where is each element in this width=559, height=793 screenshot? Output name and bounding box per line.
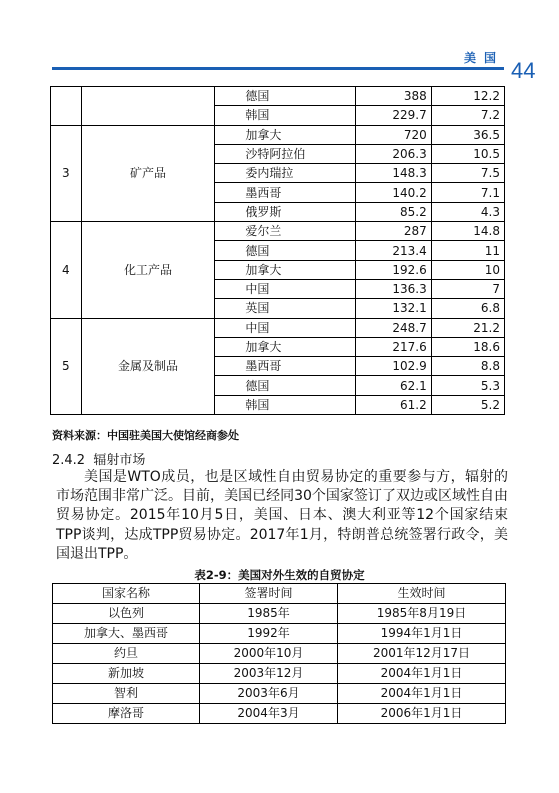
country-cell: 加拿大 <box>215 337 356 356</box>
effective-date-cell: 1994年1月1日 <box>338 624 506 644</box>
effective-date-cell: 2001年12月17日 <box>338 644 506 664</box>
share-cell: 10.5 <box>431 144 504 163</box>
share-cell: 7.5 <box>431 164 504 183</box>
product-cell: 金属及制品 <box>81 318 215 414</box>
share-cell: 36.5 <box>431 125 504 144</box>
country-cell: 摩洛哥 <box>53 704 200 724</box>
signed-date-cell: 2003年6月 <box>200 684 338 704</box>
country-cell: 墨西哥 <box>215 183 356 202</box>
product-cell: 化工产品 <box>81 222 215 318</box>
share-cell: 12.2 <box>431 87 504 106</box>
effective-date-cell: 2004年1月1日 <box>338 684 506 704</box>
table-caption: 表2-9：美国对外生效的自贸协定 <box>194 568 365 582</box>
rank-cell: 3 <box>51 125 82 221</box>
country-cell: 中国 <box>215 318 356 337</box>
table-row <box>51 87 505 106</box>
table-row <box>51 125 505 144</box>
value-cell: 213.4 <box>355 241 431 260</box>
page-number: 44 <box>511 58 536 83</box>
signed-date-cell: 1985年 <box>200 604 338 624</box>
country-cell: 智利 <box>53 684 200 704</box>
table-row <box>53 604 506 624</box>
effective-date-cell: 2006年1月1日 <box>338 704 506 724</box>
value-cell: 132.1 <box>355 299 431 318</box>
rank-cell: 4 <box>51 222 82 318</box>
table-row <box>53 664 506 684</box>
section-number: 2.4.2 <box>52 453 86 468</box>
country-cell: 俄罗斯 <box>215 202 356 221</box>
table-row <box>53 684 506 704</box>
value-cell: 720 <box>355 125 431 144</box>
value-cell: 61.2 <box>355 395 431 414</box>
share-cell: 14.8 <box>431 222 504 241</box>
value-cell: 192.6 <box>355 260 431 279</box>
country-cell: 加拿大 <box>215 125 356 144</box>
value-cell: 229.7 <box>355 106 431 125</box>
header-signed: 签署时间 <box>200 584 338 604</box>
rank-cell: 5 <box>51 318 82 414</box>
value-cell: 248.7 <box>355 318 431 337</box>
value-cell: 85.2 <box>355 202 431 221</box>
share-cell: 5.2 <box>431 395 504 414</box>
value-cell: 136.3 <box>355 279 431 298</box>
value-cell: 388 <box>355 87 431 106</box>
signed-date-cell: 2004年3月 <box>200 704 338 724</box>
share-cell: 4.3 <box>431 202 504 221</box>
country-cell: 爱尔兰 <box>215 222 356 241</box>
table-row <box>53 704 506 724</box>
share-cell: 7.2 <box>431 106 504 125</box>
table-row <box>51 318 505 337</box>
country-cell: 以色列 <box>53 604 200 624</box>
country-cell: 德国 <box>215 376 356 395</box>
share-cell: 5.3 <box>431 376 504 395</box>
table-source-note: 资料来源：中国驻美国大使馆经商参处 <box>52 429 239 442</box>
country-cell: 墨西哥 <box>215 357 356 376</box>
country-cell: 英国 <box>215 299 356 318</box>
value-cell: 148.3 <box>355 164 431 183</box>
header-rule <box>52 67 504 70</box>
value-cell: 62.1 <box>355 376 431 395</box>
share-cell: 7 <box>431 279 504 298</box>
rank-cell <box>51 87 82 126</box>
signed-date-cell: 2000年10月 <box>200 644 338 664</box>
import-sources-table <box>50 86 505 415</box>
value-cell: 287 <box>355 222 431 241</box>
header-country: 国家名称 <box>53 584 200 604</box>
signed-date-cell: 1992年 <box>200 624 338 644</box>
header-effective: 生效时间 <box>338 584 506 604</box>
country-cell: 加拿大 <box>215 260 356 279</box>
value-cell: 217.6 <box>355 337 431 356</box>
value-cell: 102.9 <box>355 357 431 376</box>
country-cell: 韩国 <box>215 106 356 125</box>
share-cell: 11 <box>431 241 504 260</box>
fta-table <box>52 583 506 724</box>
section-heading <box>52 449 145 468</box>
section-title: 辐射市场 <box>93 453 146 468</box>
country-cell: 新加坡 <box>53 664 200 684</box>
product-cell: 矿产品 <box>81 125 215 221</box>
share-cell: 7.1 <box>431 183 504 202</box>
share-cell: 18.6 <box>431 337 504 356</box>
share-cell: 10 <box>431 260 504 279</box>
country-cell: 加拿大、墨西哥 <box>53 624 200 644</box>
table-row <box>53 624 506 644</box>
product-cell <box>81 87 215 126</box>
value-cell: 206.3 <box>355 144 431 163</box>
country-cell: 约旦 <box>53 644 200 664</box>
country-cell: 沙特阿拉伯 <box>215 144 356 163</box>
effective-date-cell: 2004年1月1日 <box>338 664 506 684</box>
share-cell: 8.8 <box>431 357 504 376</box>
country-cell: 德国 <box>215 241 356 260</box>
country-cell: 中国 <box>215 279 356 298</box>
table-header-row <box>53 584 506 604</box>
value-cell: 140.2 <box>355 183 431 202</box>
signed-date-cell: 2003年12月 <box>200 664 338 684</box>
country-cell: 委内瑞拉 <box>215 164 356 183</box>
body-paragraph: 美国是WTO成员，也是区域性自由贸易协定的重要参与方，辐射的市场范围非常广泛。目前，美国已经同30个国家签订了双边或区域性自由贸易协定。2015年10月5日，美国、日本、澳大利亚等12个国家结束TPP谈判，达成TPP贸易协定。2017年1月，特朗普总统签署行政令，美国退出TPP。 <box>56 469 508 562</box>
country-cell: 韩国 <box>215 395 356 414</box>
table-row <box>53 644 506 664</box>
share-cell: 6.8 <box>431 299 504 318</box>
running-header-country: 美国 <box>464 51 505 65</box>
share-cell: 21.2 <box>431 318 504 337</box>
country-cell: 德国 <box>215 87 356 106</box>
table-row <box>51 222 505 241</box>
effective-date-cell: 1985年8月19日 <box>338 604 506 624</box>
